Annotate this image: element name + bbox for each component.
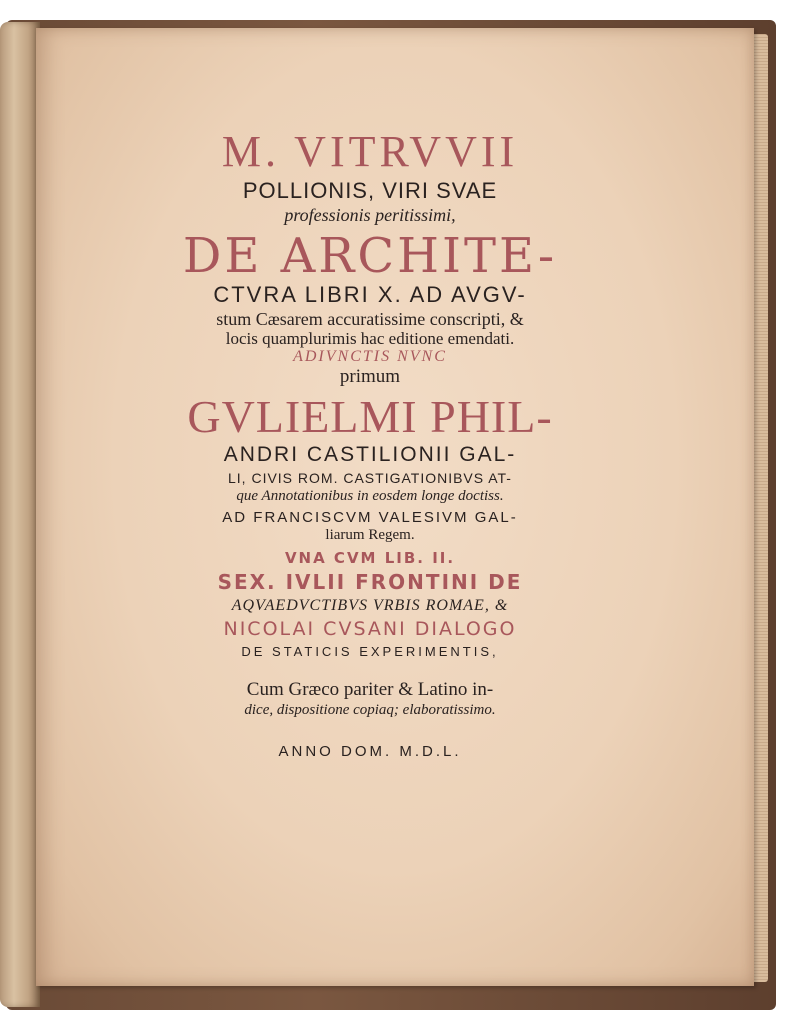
index-note: Cum Græco pariter & Latino in- xyxy=(246,679,494,700)
adjunct-primum: primum xyxy=(339,366,401,387)
dedicatee-line-continued: liarum Regem. xyxy=(325,527,415,543)
annotations-note: que Annotationibus in eosdem longe doctiss. xyxy=(236,488,504,504)
book-spine xyxy=(0,22,40,1007)
imprint-date: ANNO DOM. M.D.L. xyxy=(278,743,462,760)
author-heading: M. VITRVVII xyxy=(221,127,519,176)
cusanus-heading: NICOLAI CVSANI DIALOGO xyxy=(223,618,517,640)
page-edges xyxy=(754,34,768,982)
frontinus-heading: SEX. IVLII FRONTINI DE xyxy=(217,570,523,594)
author-description: professionis peritissimi, xyxy=(284,205,456,225)
additional-books: VNA CVM LIB. II. xyxy=(284,549,456,567)
work-title-continued: CTVRA LIBRI X. AD AVGV- xyxy=(213,282,527,307)
cusanus-subject: DE STATICIS EXPERIMENTIS, xyxy=(241,644,499,659)
index-note-continued: dice, dispositione copiaq; elaboratissimo. xyxy=(244,702,496,718)
title-block xyxy=(120,100,620,759)
frontinus-subject: AQVAEDVCTIBVS VRBIS ROMAE, & xyxy=(231,597,509,614)
commentator-name-continued: ANDRI CASTILIONII GAL- xyxy=(223,443,517,466)
author-epithet: POLLIONIS, VIRI SVAE xyxy=(242,178,498,203)
work-title: DE ARCHITE- xyxy=(182,228,558,284)
dedication-line: stum Cæsarem accuratissime conscripti, & xyxy=(216,309,524,329)
dedicatee-line: AD FRANCISCVM VALESIVM GAL- xyxy=(222,509,518,526)
edition-note: locis quamplurimis hac editione emendati. xyxy=(225,329,515,348)
adjunct-heading: ADIVNCTIS NVNC xyxy=(293,348,447,365)
commentator-credentials: LI, CIVIS ROM. CASTIGATIONIBVS AT- xyxy=(228,470,512,486)
commentator-name: GVLIELMI PHIL- xyxy=(187,391,553,442)
